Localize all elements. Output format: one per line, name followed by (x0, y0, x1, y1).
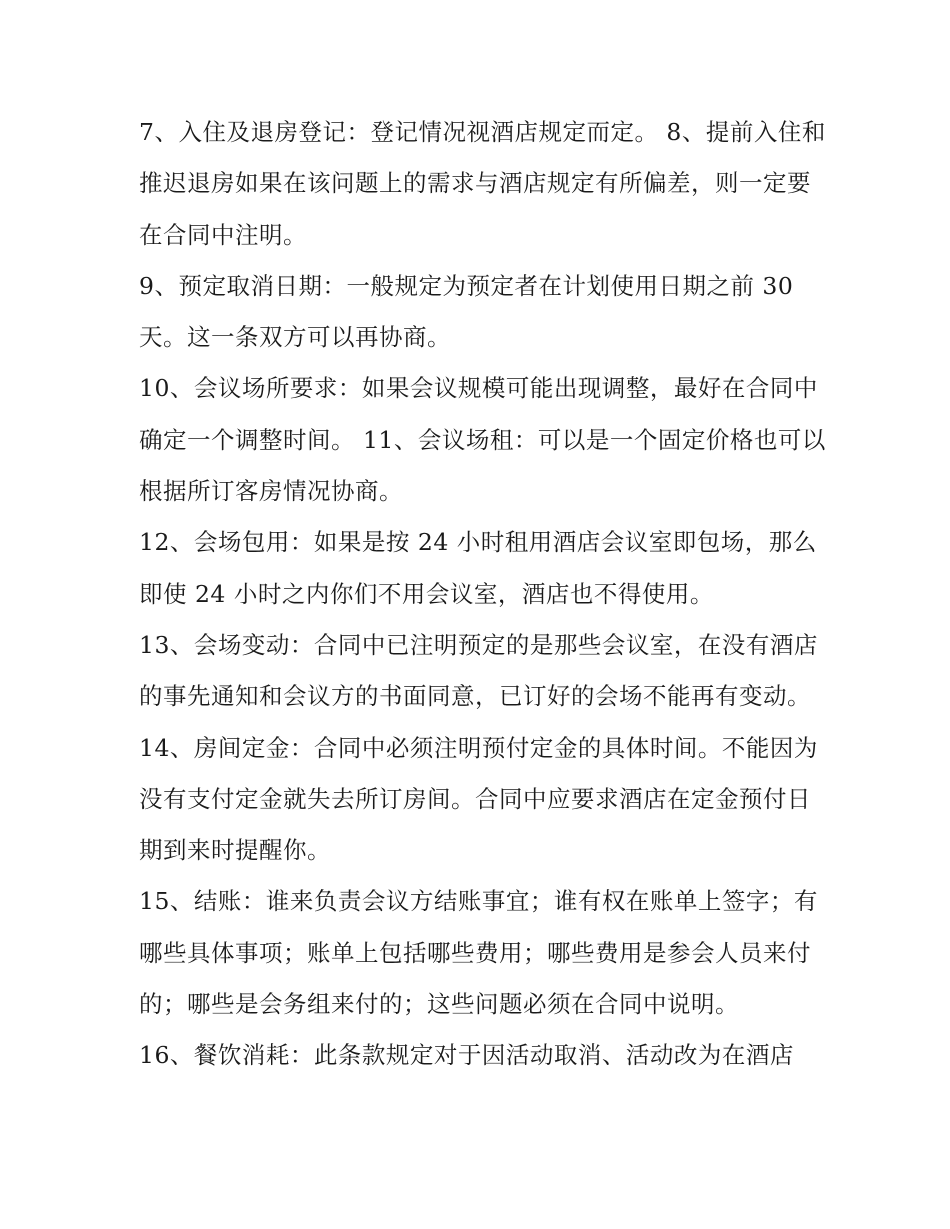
paragraph-cancellation-date: 9、预定取消日期：一般规定为预定者在计划使用日期之前 30 天。这一条双方可以再协商。 (139, 271, 794, 352)
paragraph-venue-change: 13、会场变动：合同中已注明预定的是那些会议室，在没有酒店的事先通知和会议方的书面同意，已订好的会场不能再有变动。 (139, 630, 818, 711)
paragraph-catering: 16、餐饮消耗：此条款规定对于因活动取消、活动改为在酒店 (139, 1041, 794, 1070)
paragraph-venue-exclusive-use: 12、会场包用：如果是按 24 小时租用酒店会议室即包场，那么即使 24 小时之内你们不用会议室，酒店也不得使用。 (139, 528, 817, 608)
paragraph-billing: 15、结账：谁来负责会议方结账事宜；谁有权在账单上签字；有哪些具体事项；账单上包括哪些费用；哪些费用是参会人员来付的；哪些是会务组来付的；这些问题必须在合同中说明。 (139, 887, 818, 1019)
paragraph-room-deposit: 14、房间定金：合同中必须注明预付定金的具体时间。不能因为没有支付定金就失去所订房间。合同中应要求酒店在定金预付日期到来时提醒你。 (139, 733, 818, 865)
document-body (139, 107, 829, 1082)
paragraph-venue-requirements: 10、会议场所要求：如果会议规模可能出现调整，最好在合同中确定一个调整时间。 11、会议场租：可以是一个固定价格也可以根据所订客房情况协商。 (139, 374, 826, 506)
paragraph-checkin-checkout: 7、入住及退房登记：登记情况视酒店规定而定。 8、提前入住和推迟退房如果在该问题上的需求与酒店规定有所偏差，则一定要在合同中注明。 (139, 118, 826, 249)
